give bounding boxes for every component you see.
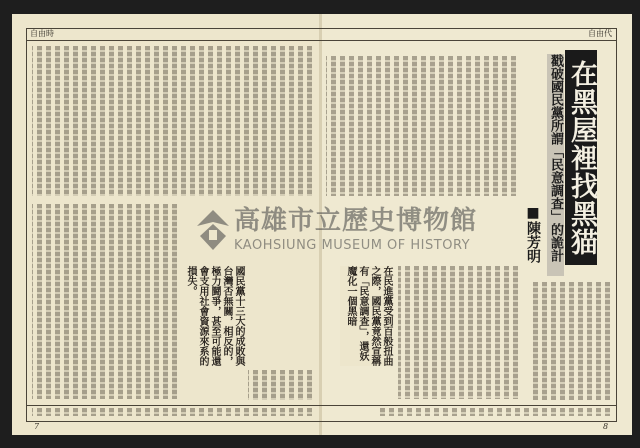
pull-quote-right: 在民進黨受到百般扭曲之際，國民黨竟然宣稱有「民意調查」，還妖魔化一個黑暗 — [340, 266, 392, 366]
watermark-title: 高雄市立歷史博物館 — [234, 206, 478, 236]
article-subtitle: 戳破國民黨所謂「民意調查」的詭計 — [547, 54, 564, 276]
header-rule — [26, 40, 616, 41]
body-text-right-top — [326, 56, 516, 196]
body-text-left-bottom2 — [248, 370, 312, 400]
watermark — [196, 206, 486, 258]
footer-rule — [26, 405, 616, 406]
footnote-left — [32, 408, 312, 416]
page-number-right: 8 — [603, 422, 609, 431]
header-left-label: 自由時 — [30, 29, 54, 38]
page-number-left: 7 — [34, 422, 40, 431]
byline: ■陳芳明 — [525, 205, 541, 263]
header-right-label: 自由代 — [588, 29, 612, 38]
body-text-left-top — [32, 46, 312, 196]
pull-quote-left: 國民黨十三大的成敗與台灣否無關，相反的，極力鬪爭，甚至可能還會支用社會資源來系的損失。 — [182, 266, 244, 366]
museum-logo-icon — [196, 208, 230, 252]
body-text-right-edge — [530, 282, 610, 400]
body-text-right-bottom — [398, 266, 518, 399]
watermark-subtitle: KAOHSIUNG MUSEUM OF HISTORY — [234, 238, 471, 253]
article-title: 在黑屋裡找黑猫 — [565, 50, 597, 265]
body-text-left-bottom — [32, 204, 177, 399]
footnote-right — [380, 408, 610, 416]
